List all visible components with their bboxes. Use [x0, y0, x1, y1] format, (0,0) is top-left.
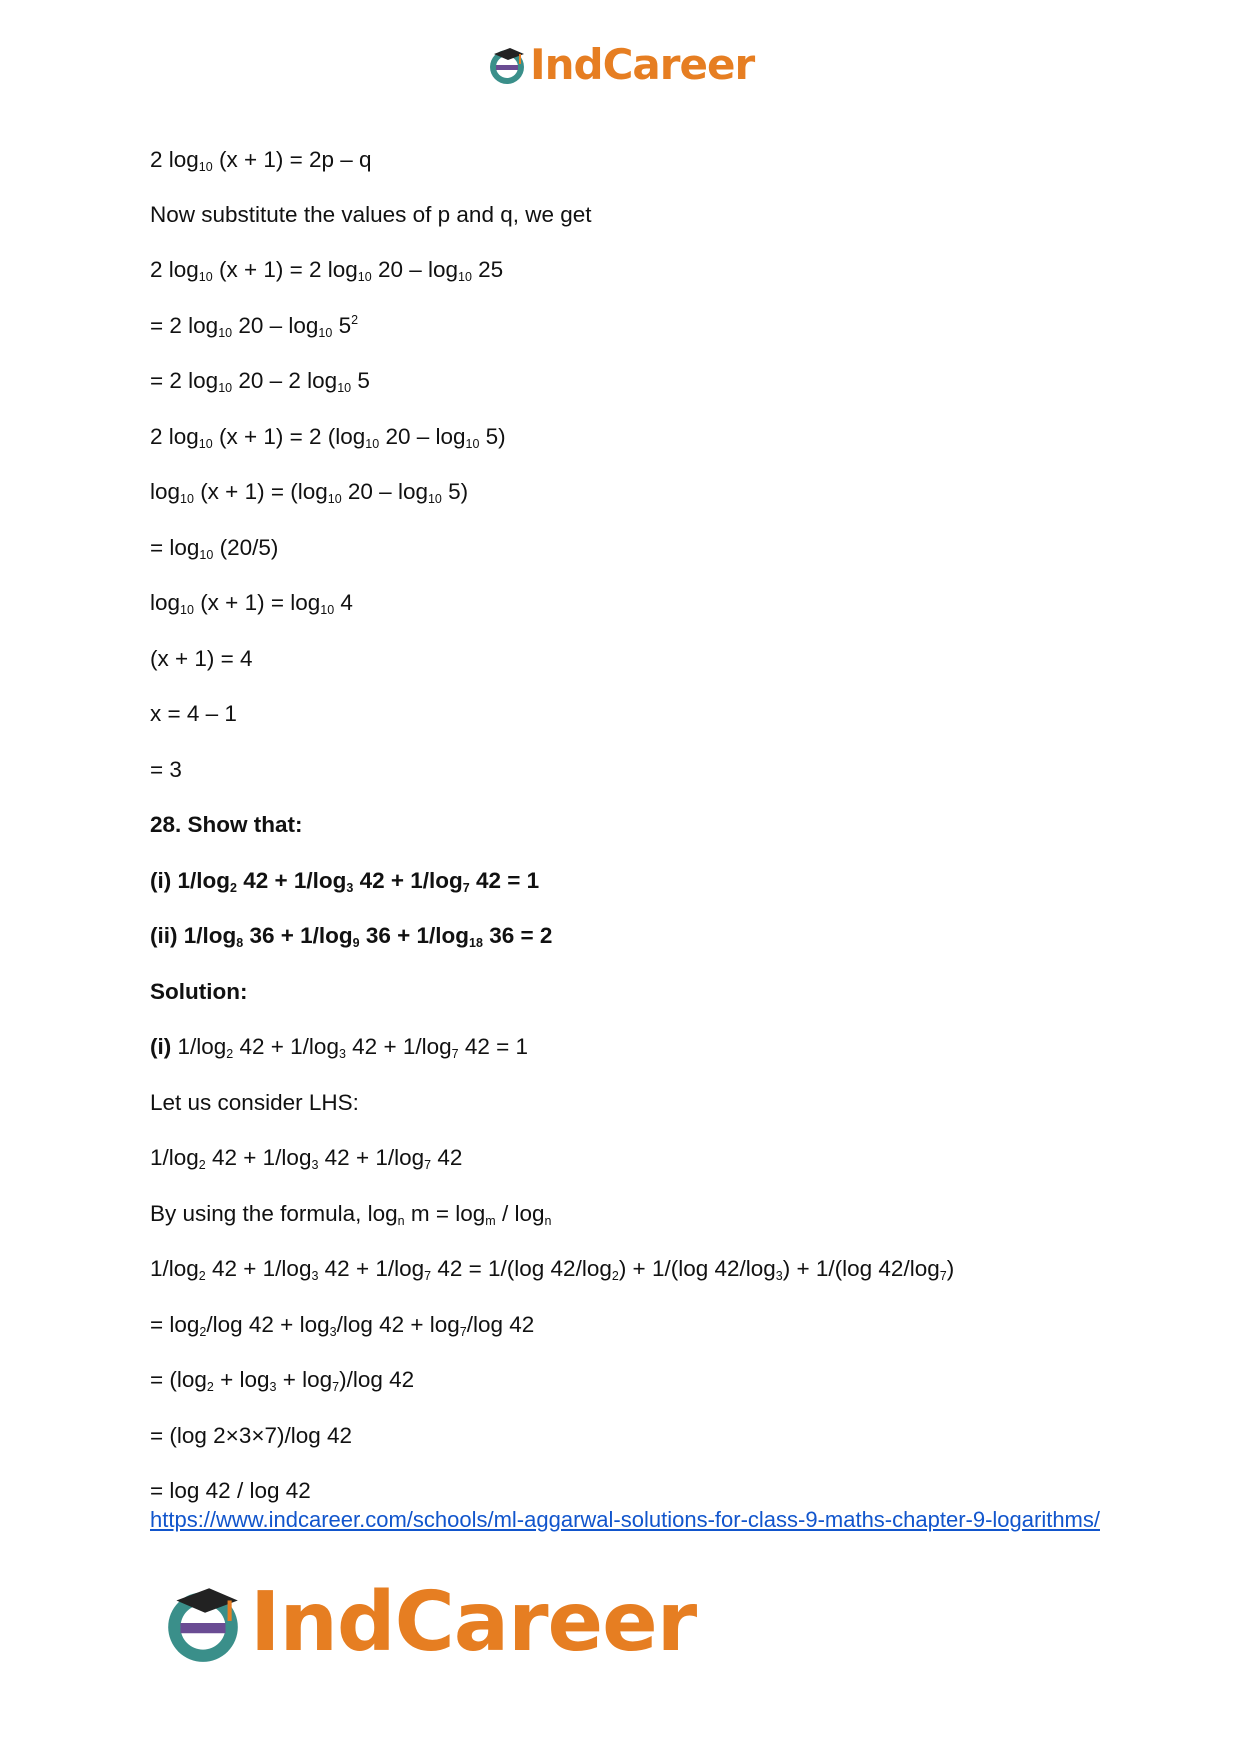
equation-line: = 2 $\log_{10} 20 - 2$ $\log_{10} 5$ — [150, 368, 370, 395]
equation-line: $\log_{10} (x + 1) = (\log_{10}$ $20 - \log_{10} 5$) — [150, 479, 469, 506]
equation-line: = $\log_{10} (20/5)$ — [150, 535, 279, 562]
source-link[interactable]: https://www.indcareer.com/schools/ml-aggarwal-solutions-for-class-9-maths-chapter-9-logarithms/ — [150, 1507, 1100, 1532]
equation-line: 2 $\log_{10} (x + 1) = 2$ ($\log_{10}$ $20 - \log_{10} 5$) — [150, 424, 506, 451]
graduation-cap-icon — [160, 1580, 246, 1666]
brand-name: IndCareer — [250, 1575, 697, 1670]
question-heading: 28. Show that: — [150, 812, 303, 837]
equation-line: = log 42 / log 42 — [150, 1478, 311, 1503]
equation-line: 2 $\log_{10} (x + 1) = 2p - q$ — [150, 147, 372, 174]
text-line: Now substitute the values of p and q, we get — [150, 202, 592, 227]
question-part: (ii) $1/\log_8$ $36 + 1/\log_9$ $36 + 1/\log_{18}$ 36 = 2 — [150, 923, 553, 950]
equation-line: x = 4 – 1 — [150, 701, 237, 726]
footer-logo — [160, 1575, 696, 1670]
equation-line: = 3 — [150, 757, 182, 782]
header-logo — [486, 40, 754, 89]
equation-line: $\log_{10} (x + 1) = \log_{10} 4$ — [150, 590, 353, 617]
equation-line: = $\log_2/\log$ $42 + \log_3/\log$ $42 + \log_7/\log$ 42 — [150, 1312, 535, 1339]
equation-line: $1/\log_2$ $42 + 1/\log_3$ $42 + 1/\log_7$ 42 — [150, 1145, 463, 1172]
text-line: By using the formula, $\log_n m = \log_m / \log_n$ — [150, 1201, 552, 1228]
equation-line: $1/\log_2$ $42 + 1/\log_3$ $42 + 1/\log_7$ 42 = 1/(log $42/\log_2) + 1/(\log$ $42/\log_3) + 1/(\log$ $42/\log_7$) — [150, 1256, 955, 1283]
equation-line: 2 $\log_{10} (x + 1) = 2$ $\log_{10} 20 - \log_{10} 25$ — [150, 257, 504, 284]
equation-line: = 2 $\log_{10} 20 - \log_{10} 5^2$ — [150, 313, 359, 340]
text-line: Let us consider LHS: — [150, 1090, 359, 1115]
equation-line: (x + 1) = 4 — [150, 646, 253, 671]
equation-line: (i) $1/\log_2$ $42 + 1/\log_3$ $42 + 1/\log_7$ 42 = 1 — [150, 1034, 529, 1061]
equation-line: = $(\log_2 + \log_3 + \log_7)/\log$ 42 — [150, 1367, 415, 1394]
question-part: (i) $1/\log_2$ $42 + 1/\log_3$ $42 + 1/\log_7$ 42 = 1 — [150, 868, 540, 895]
graduation-cap-icon — [486, 44, 528, 86]
solution-heading: Solution: — [150, 979, 248, 1004]
equation-line: = (log 2×3×7)/log 42 — [150, 1423, 353, 1448]
brand-name: IndCareer — [530, 40, 755, 89]
